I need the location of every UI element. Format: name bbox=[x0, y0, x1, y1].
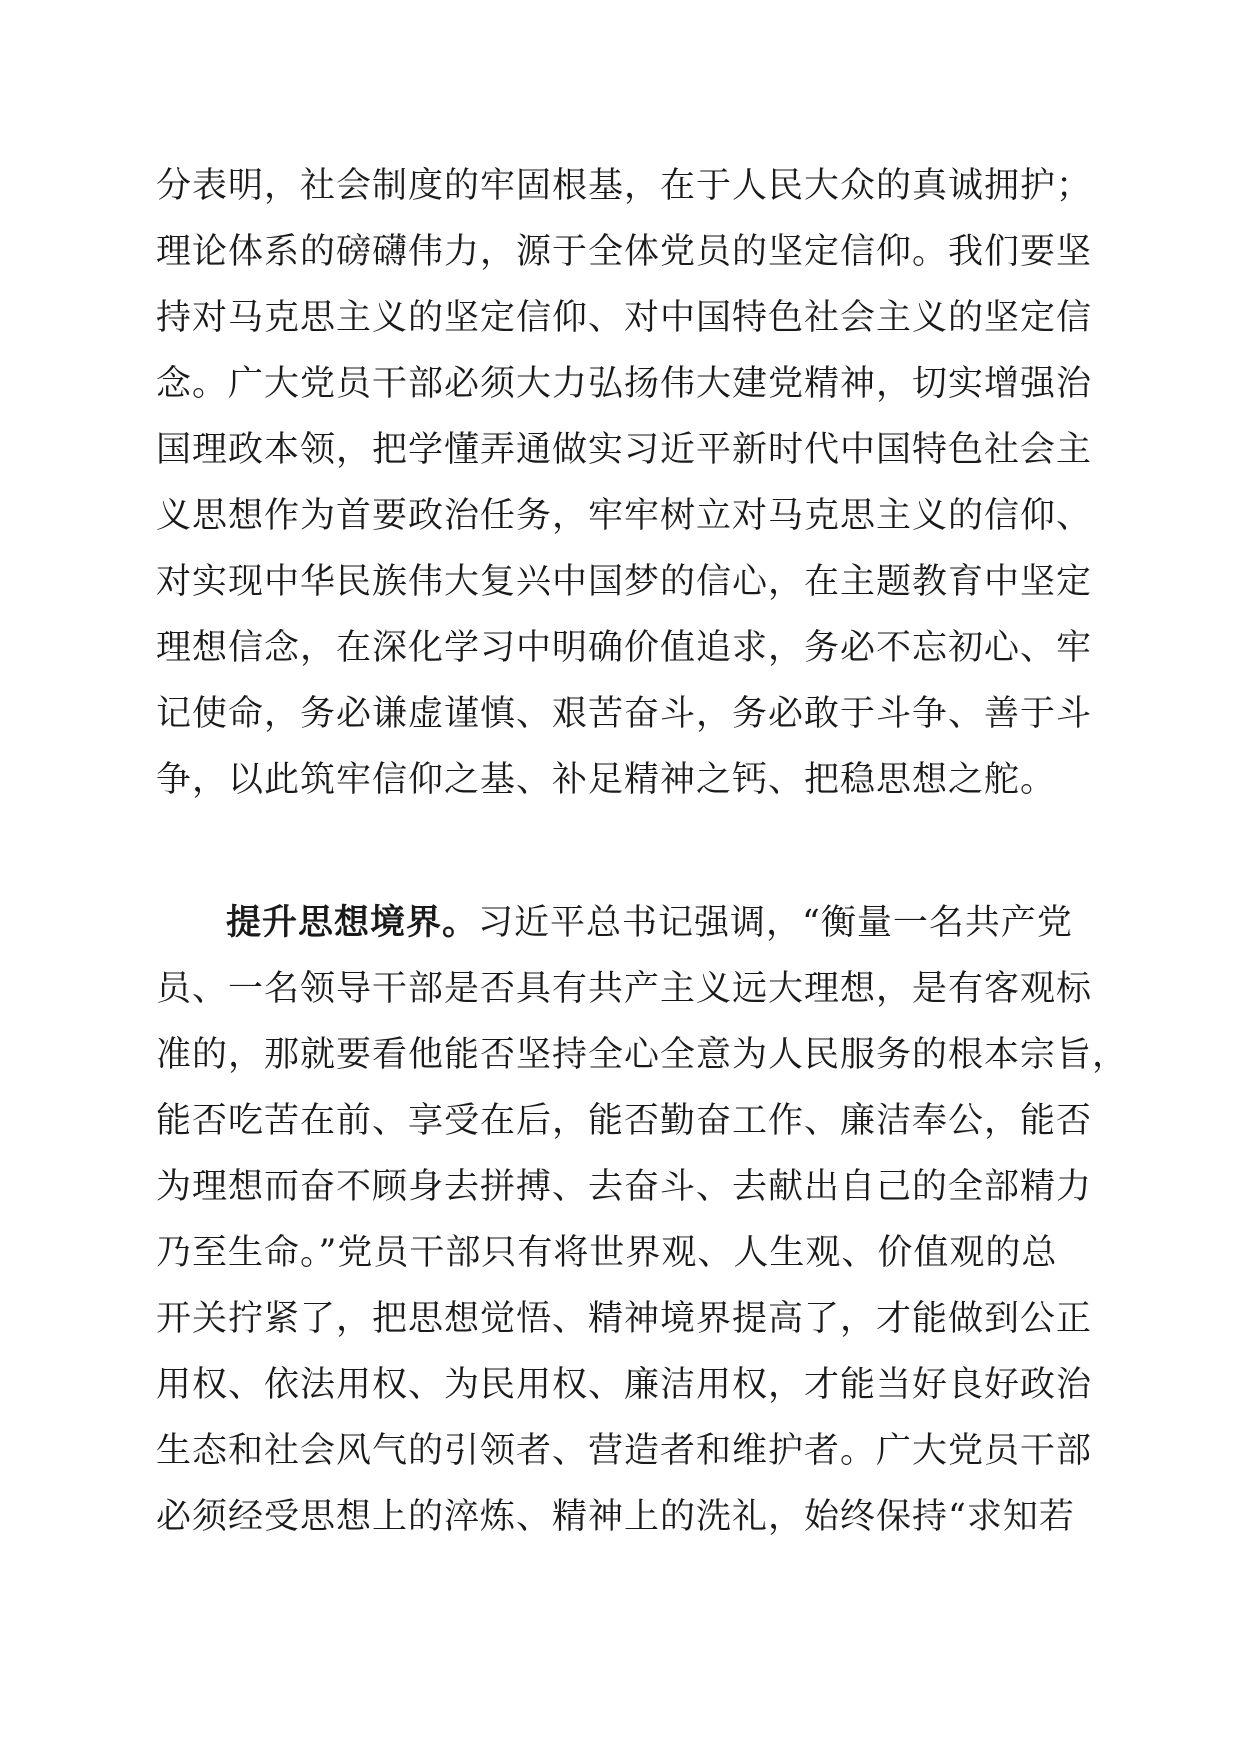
paragraph-line: 分表明，社会制度的牢固根基，在于人民大众的真诚拥护； bbox=[156, 166, 1093, 206]
paragraph-line: 必须经受思想上的淬炼、精神上的洗礼，始终保持“求知若 bbox=[156, 1497, 1075, 1537]
paragraph-line: 开关拧紧了，把思想觉悟、精神境界提高了，才能做到公正 bbox=[156, 1299, 1093, 1339]
paragraph-line: 持对马克思主义的坚定信仰、对中国特色社会主义的坚定信 bbox=[156, 298, 1093, 338]
paragraph-first-line bbox=[156, 890, 1086, 956]
paragraph-line: 生态和社会风气的引领者、营造者和维护者。广大党员干部 bbox=[156, 1431, 1093, 1471]
paragraph-line: 念。广大党员干部必须大力弘扬伟大建党精神，切实增强治 bbox=[156, 364, 1093, 404]
section-heading: 提升思想境界。 bbox=[226, 903, 479, 943]
paragraph-line: 国理政本领，把学懂弄通做实习近平新时代中国特色社会主 bbox=[156, 430, 1093, 470]
paragraph-line: 乃至生命。”党员干部只有将世界观、人生观、价值观的总 bbox=[156, 1233, 1058, 1273]
paragraph-line: 为理想而奋不顾身去拼搏、去奋斗、去献出自己的全部精力 bbox=[156, 1167, 1093, 1207]
paragraph-line: 理论体系的磅礴伟力，源于全体党员的坚定信仰。我们要坚 bbox=[156, 232, 1093, 272]
paragraph-line: 能否吃苦在前、享受在后，能否勤奋工作、廉洁奉公，能否 bbox=[156, 1101, 1093, 1141]
paragraph-line: 对实现中华民族伟大复兴中国梦的信心，在主题教育中坚定 bbox=[156, 562, 1093, 602]
paragraph-1 bbox=[156, 153, 1093, 813]
paragraph-line: 用权、依法用权、为民用权、廉洁用权，才能当好良好政治 bbox=[156, 1365, 1093, 1405]
paragraph-line: 员、一名领导干部是否具有共产主义远大理想，是有客观标 bbox=[156, 969, 1093, 1009]
paragraph-line-rest: 习近平总书记强调，“衡量一名共产党 bbox=[478, 903, 1073, 943]
paragraph-line: 理想信念，在深化学习中明确价值追求，务必不忘初心、牢 bbox=[156, 628, 1093, 668]
paragraph-line: 记使命，务必谦虚谨慎、艰苦奋斗，务必敢于斗争、善于斗 bbox=[156, 694, 1093, 734]
paragraph-line: 准的，那就要看他能否坚持全心全意为人民服务的根本宗旨， bbox=[156, 1035, 1129, 1075]
paragraph-line: 争，以此筑牢信仰之基、补足精神之钙、把稳思想之舵。 bbox=[156, 760, 1057, 800]
paragraph-line: 义思想作为首要政治任务，牢牢树立对马克思主义的信仰、 bbox=[156, 496, 1093, 536]
paragraph-2 bbox=[156, 890, 1129, 1550]
